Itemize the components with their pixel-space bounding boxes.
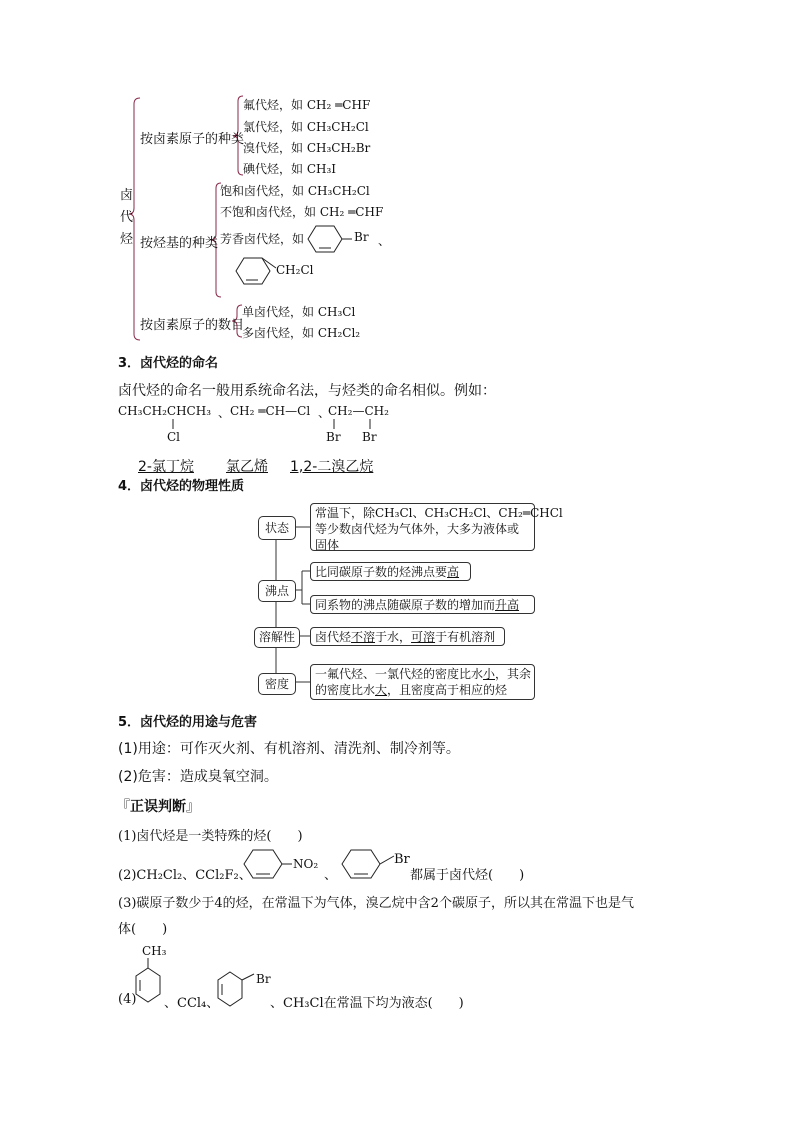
branch3-label: 按卤素原子的数目 xyxy=(140,318,245,333)
q2-post: 都属于卤代烃( ) xyxy=(410,868,525,883)
sol-label: 溶解性 xyxy=(258,630,295,644)
judgement-title: 正误判断 xyxy=(130,799,186,815)
sol-text-box xyxy=(310,627,505,646)
branch2-item-1: 饱和卤代烃，如 CH₃CH₂Cl xyxy=(220,184,370,198)
branch2-item-3: 芳香卤代烃，如 xyxy=(220,232,305,246)
bp-text2-box xyxy=(310,595,535,614)
formula1-main: CH₃CH₂CHCH₃ xyxy=(118,404,212,418)
den-1a: 一氟代烃、一氯代烃的密度比水 xyxy=(315,667,484,681)
section4-title: 4．卤代烃的物理性质 xyxy=(118,479,245,494)
section5-title: 5．卤代烃的用途与危害 xyxy=(118,715,258,730)
bp-text1-b: 高 xyxy=(447,565,460,579)
den-label: 密度 xyxy=(264,677,289,691)
judgement-open-bracket: 『 xyxy=(116,799,130,815)
sol-label-box xyxy=(254,627,300,648)
state-text-line3: 固体 xyxy=(315,538,340,552)
name3: 1,2-二溴乙烷 xyxy=(290,459,374,475)
bp-text2-b: 升高 xyxy=(495,598,520,612)
bp-label: 沸点 xyxy=(264,584,289,598)
q3-line2: 体( ) xyxy=(118,922,168,937)
name1: 2-氯丁烷 xyxy=(138,459,194,475)
bp-text1-a: 比同碳原子数的烃沸点要 xyxy=(315,565,448,579)
sol-a: 卤代烃 xyxy=(315,630,352,644)
bp-text1-box xyxy=(310,562,471,581)
q2-sep: 、 xyxy=(324,868,338,883)
den-label-box xyxy=(258,673,296,695)
branch1-item-1: 氟代烃，如 CH₂ ═CHF xyxy=(243,98,371,112)
den-1b: 小 xyxy=(483,667,496,681)
state-text-line1: 常温下，除CH₃Cl、CH₃CH₂Cl、CH₂═CHCl xyxy=(315,506,563,520)
sol-d: 可溶 xyxy=(411,630,436,644)
q2-br: Br xyxy=(394,852,410,867)
den-1c: ，其余 xyxy=(495,667,532,681)
branch1-item-2: 氯代烃，如 CH₃CH₂Cl xyxy=(243,120,369,134)
state-label-box xyxy=(258,516,296,540)
q4-post: 、CH₃Cl在常温下均为液态( ) xyxy=(270,996,464,1011)
aromatic-sep: 、 xyxy=(378,234,391,248)
den-2a: 的密度比水 xyxy=(315,683,376,697)
q4-ch3: CH₃ xyxy=(142,944,167,958)
sol-e: 于有机溶剂 xyxy=(435,630,496,644)
benzyl-chloride-ch2cl: CH₂Cl xyxy=(276,263,314,277)
q4-mid: 、CCl₄、 xyxy=(164,996,220,1011)
formula3-sub1: Br xyxy=(326,430,341,444)
sol-b: 不溶 xyxy=(351,630,376,644)
branch2-item-2: 不饱和卤代烃，如 CH₂ ═CHF xyxy=(220,205,384,219)
q2-pre: (2)CH₂Cl₂、CCl₂F₂、 xyxy=(118,868,252,883)
q2-no2: NO₂ xyxy=(293,857,319,871)
branch1-item-4: 碘代烃，如 CH₃I xyxy=(243,162,337,176)
branch3-item-1: 单卤代烃，如 CH₃Cl xyxy=(242,305,356,319)
sol-c: 于水， xyxy=(375,630,412,644)
state-text-line2: 等少数卤代烃为气体外，大多为液体或 xyxy=(315,522,520,536)
formula3-sub2: Br xyxy=(362,430,377,444)
branch2-label: 按烃基的种类 xyxy=(140,236,219,251)
branch3-item-2: 多卤代烃，如 CH₂Cl₂ xyxy=(242,326,361,340)
name2: 氯乙烯 xyxy=(226,459,268,475)
nitrobenzene-structure xyxy=(238,846,338,882)
branch1-label: 按卤素原子的种类 xyxy=(140,132,245,147)
q4-br: Br xyxy=(256,972,271,986)
bromobenzene-br: Br xyxy=(354,230,369,244)
den-text-box xyxy=(310,664,535,700)
formula1-sub: Cl xyxy=(167,430,181,444)
section3-title: 3．卤代烃的命名 xyxy=(118,356,219,371)
state-label: 状态 xyxy=(264,521,289,535)
bp-label-box xyxy=(258,580,296,602)
formula2-main: CH₂ ═CH—Cl xyxy=(230,404,311,418)
den-2b: 大 xyxy=(375,683,388,697)
formula1-sep: 、 xyxy=(218,406,231,420)
den-2c: ，且密度高于相应的烃 xyxy=(387,683,508,697)
q1: (1)卤代烃是一类特殊的烃( ) xyxy=(118,829,303,844)
state-text-box xyxy=(310,503,563,552)
q3-line1: (3)碳原子数少于4的烃，在常温下为气体，溴乙烷中含2个碳原子，所以其在常温下也是气 xyxy=(118,896,634,911)
section5-harm: (2)危害：造成臭氧空洞。 xyxy=(118,769,278,785)
formula2-sep: 、 xyxy=(318,406,331,420)
toluene-structure xyxy=(132,958,164,1010)
q4-pre: (4) xyxy=(118,992,137,1007)
judgement-title-wrap xyxy=(116,796,200,816)
formula3-main: CH₂—CH₂ xyxy=(328,404,389,418)
section5-use: (1)用途：可作灭火剂、有机溶剂、清洗剂、制冷剂等。 xyxy=(118,741,460,757)
judgement-close-bracket: 』 xyxy=(186,799,200,815)
bp-text2-a: 同系物的沸点随碳原子数的增加而 xyxy=(315,598,496,612)
branch1-item-3: 溴代烃，如 CH₃CH₂Br xyxy=(243,141,371,155)
root-label: 卤代烃 xyxy=(120,188,134,247)
section3-text: 卤代烃的命名一般用系统命名法，与烃类的命名相似。例如： xyxy=(118,383,496,399)
